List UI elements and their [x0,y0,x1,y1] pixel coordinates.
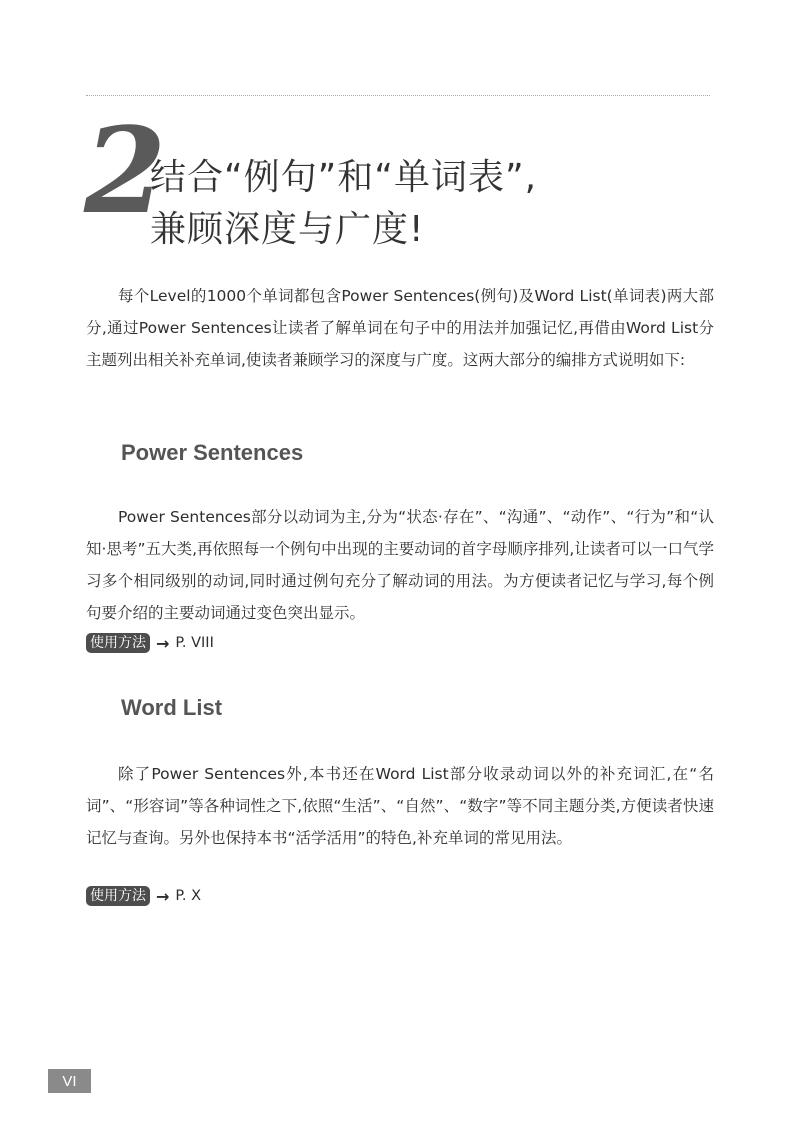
word-list-usage-ref [86,885,201,907]
arrow-right-icon: → [156,633,170,653]
page-title [150,152,537,256]
power-sentences-usage-ref [86,632,214,654]
page-reference: P. X [175,888,202,904]
page-title-line-2: 兼顾深度与广度! [150,209,425,250]
power-sentences-paragraph: Power Sentences部分以动词为主,分为“状态·存在”、“沟通”、“动作”、“行为”和“认知·思考”五大类,再依照每一个例句中出现的主要动词的首字母顺序排列,让读者可以一口气学习多个相同级别的动词,同时通过例句充分了解动词的用法。为方便读者记忆与学习,每个例句要介绍的主要动词通过变色突出显示。 [86,508,714,622]
usage-tag: 使用方法 [86,633,150,653]
usage-tag: 使用方法 [86,886,150,906]
arrow-right-icon: → [156,886,170,906]
section-number: 2 [84,101,167,240]
page-title-line-1: 结合“例句”和“单词表”, [150,157,538,198]
power-sentences-heading: Power Sentences [121,440,304,465]
intro-paragraph: 每个Level的1000个单词都包含Power Sentences(例句)及Word List(单词表)两大部分,通过Power Sentences让读者了解单词在句子中的用法并加强记忆,再借由Word List分主题列出相关补充单词,使读者兼顾学习的深度与广度。这两大部分的编排方式说明如下: [86,287,714,369]
page-reference: P. VIII [175,635,214,651]
word-list-heading: Word List [121,695,223,720]
top-dotted-rule [86,95,710,96]
word-list-paragraph: 除了Power Sentences外,本书还在Word List部分收录动词以外的补充词汇,在“名词”、“形容词”等各种词性之下,依照“生活”、“自然”、“数字”等不同主题分类,方便读者快速记忆与查询。另外也保持本书“活学活用”的特色,补充单词的常见用法。 [86,765,714,847]
page-number-badge: VI [48,1069,91,1093]
